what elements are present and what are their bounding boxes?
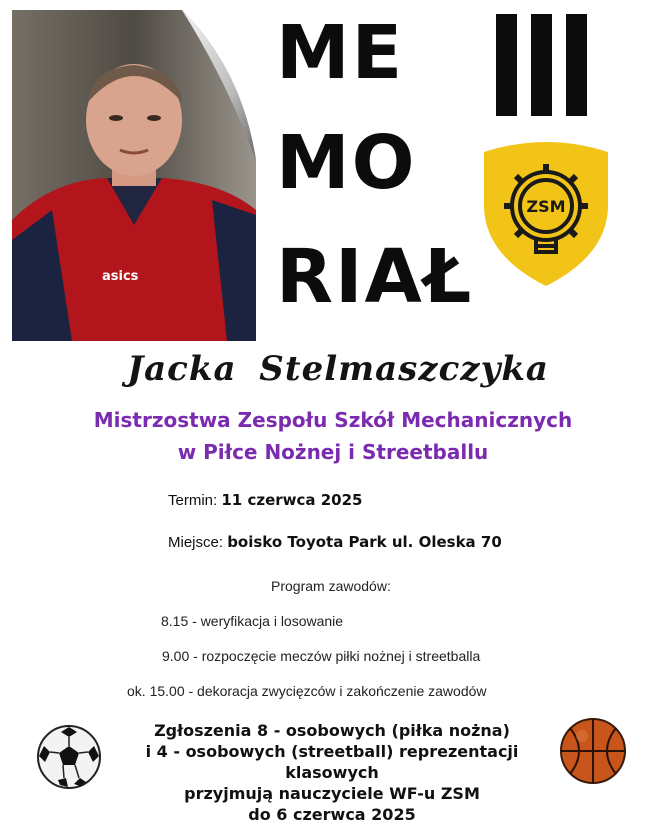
registration-line: i 4 - osobowych (streetball) reprezentacji klasowych xyxy=(145,742,519,782)
term-value: 11 czerwca 2025 xyxy=(221,491,363,509)
roman-numeral-three xyxy=(496,14,588,116)
zsm-logo xyxy=(476,138,616,288)
title-line-2: MO xyxy=(276,120,417,206)
program-item: 9.00 - rozpoczęcie meczów piłki nożnej i streetballa xyxy=(162,648,481,664)
jacket-brand-text: asics xyxy=(102,269,139,284)
program-heading: Program zawodów: xyxy=(271,578,391,594)
program-item: 8.15 - weryfikacja i losowanie xyxy=(161,613,344,629)
place-label: Miejsce: xyxy=(168,534,224,551)
program-item: ok. 15.00 - dekoracja zwycięzców i zakończenie zawodów xyxy=(127,683,487,699)
term-row xyxy=(168,491,363,509)
registration-notice xyxy=(120,720,544,825)
soccer-ball-icon xyxy=(36,724,102,790)
logo-text: ZSM xyxy=(526,197,566,216)
basketball-icon xyxy=(558,716,628,786)
event-title-line-1: Mistrzostwa Zespołu Szkół Mechanicznych xyxy=(93,408,573,432)
honoree-name: Jacka Stelmaszczyka xyxy=(127,349,549,389)
registration-deadline: do 6 czerwca 2025 xyxy=(248,805,416,824)
place-value: boisko Toyota Park ul. Oleska 70 xyxy=(227,533,502,551)
portrait-photo xyxy=(12,10,256,341)
registration-line: Zgłoszenia 8 - osobowych (piłka nożna) xyxy=(154,721,510,740)
place-row xyxy=(168,533,502,551)
title-line-1: ME xyxy=(276,10,405,96)
term-label: Termin: xyxy=(168,492,218,509)
event-title-line-2: w Piłce Nożnej i Streetballu xyxy=(177,440,489,464)
title-line-3: RIAŁ xyxy=(276,234,474,320)
registration-line: przyjmują nauczyciele WF-u ZSM xyxy=(184,784,480,803)
